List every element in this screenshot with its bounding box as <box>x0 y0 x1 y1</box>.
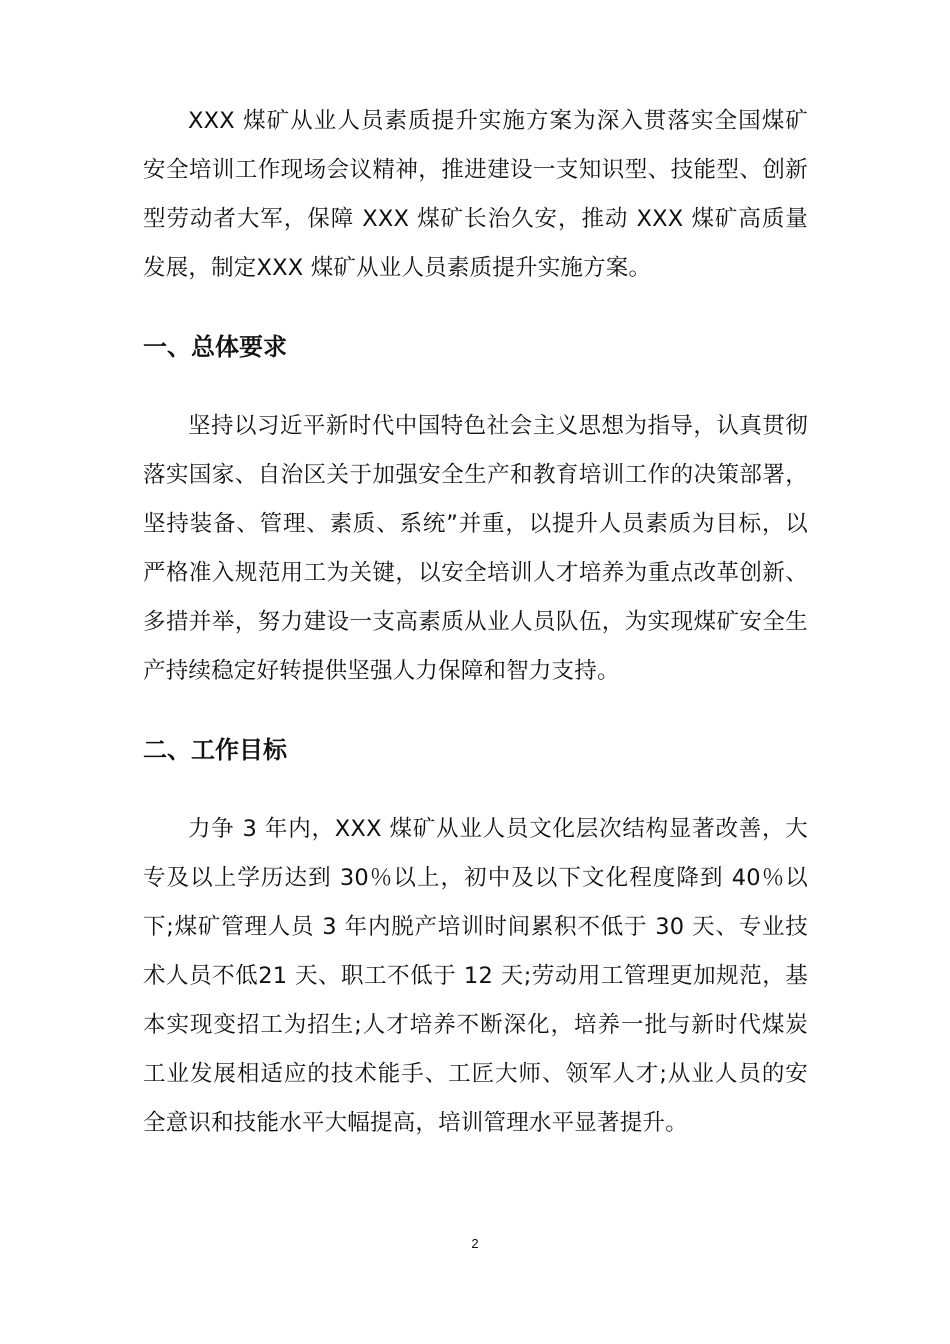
section-paragraph-general-requirements: 坚持以习近平新时代中国特色社会主义思想为指导，认真贯彻落实国家、自治区关于加强安全生产和教育培训工作的决策部署，坚持装备、管理、素质、系统”并重，以提升人员素质为目标，以严格准入规范用工为关键，以安全培训人才培养为重点改革创新、多措并举，努力建设一支高素质从业人员队伍，为实现煤矿安全生产持续稳定好转提供坚强人力保障和智力支持。 <box>143 413 808 684</box>
section-heading-general-requirements: 一、总体要求 <box>143 333 287 361</box>
document-body <box>143 97 808 1148</box>
page-number: 2 <box>471 1236 479 1251</box>
intro-paragraph: XXX 煤矿从业人员素质提升实施方案为深入贯落实全国煤矿安全培训工作现场会议精神，推进建设一支知识型、技能型、创新型劳动者大军，保障 XXX 煤矿长治久安，推动 XXX 煤矿高质量发展，制定XXX 煤矿从业人员素质提升实施方案。 <box>143 108 808 281</box>
section-paragraph-work-goals: 力争 3 年内，XXX 煤矿从业人员文化层次结构显著改善，大专及以上学历达到 30％以上，初中及以下文化程度降到 40％以下;煤矿管理人员 3 年内脱产培训时间累积不低于 30 天、专业技术人员不低21 天、职工不低于 12 天;劳动用工管理更加规范，基本实现变招工为招生;人才培养不断深化，培养一批与新时代煤炭工业发展相适应的技术能手、工匠大师、领军人才;从业人员的安全意识和技能水平大幅提高，培训管理水平显著提升。 <box>143 816 808 1136</box>
section-heading-work-goals: 二、工作目标 <box>143 736 287 764</box>
